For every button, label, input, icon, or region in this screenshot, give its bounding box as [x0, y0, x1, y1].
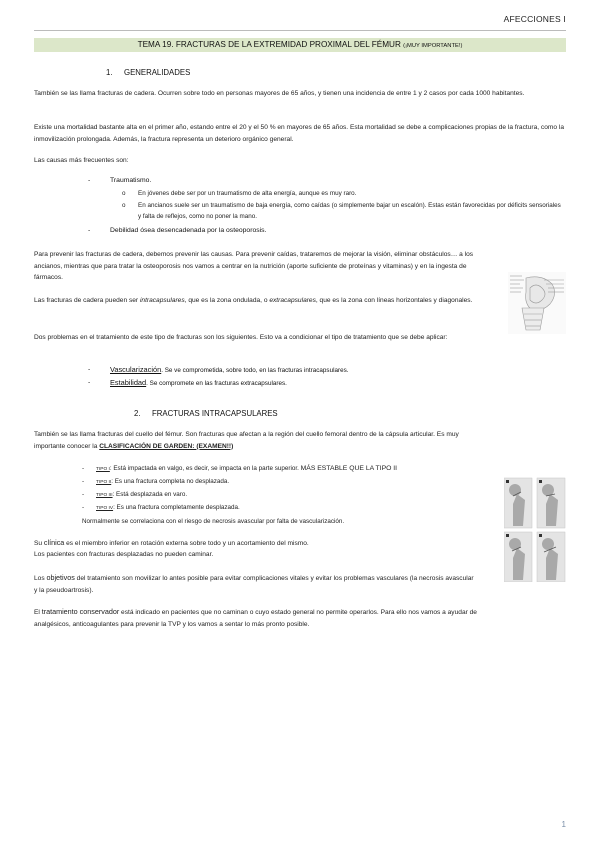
paragraph: Existe una mortalidad bastante alta en el primer año, estando entre el 20 y el 50 % en mayores de 65 años. Esta mortalidad se debe a complicaciones propias de la fractura, como la inmovilización prolongada. Además, la fractura representa un deterioro orgánico general. [34, 124, 565, 143]
paragraph: Los pacientes con fracturas desplazadas no pueden caminar. [34, 551, 214, 558]
paragraph: También se las llama fracturas del cuello del fémur. Son fracturas que afectan a la región del cuello femoral dentro de la cápsula articular. Es muy importante conocer la CLASIFICACIÓN DE GARDEN: (EXAMEN!!) [34, 431, 459, 450]
list-item: - Debilidad ósea desencadenada por la osteoporosis. [88, 227, 267, 234]
section-heading-intracapsulares: 2. FRACTURAS INTRACAPSULARES [134, 409, 278, 418]
paragraph: Los objetivos del tratamiento son movilizar lo antes posible para evitar complicaciones vitales y evitar los problemas vasculares (la necrosis avascular y la pseudoartrosis). [34, 573, 474, 594]
garden-type-ii: - TIPO II: Es una fractura completa no desplazada. [82, 478, 230, 485]
paragraph: Las fracturas de cadera pueden ser intracapsulares, que es la zona ondulada, o extracapsulares, que es la zona con líneas horizontales y diagonales. [34, 297, 473, 304]
header-divider [34, 30, 566, 31]
garden-type-i: - TIPO I: Está impactada en valgo, es decir, se impacta en la parte superior. MÁS ESTABLE QUE LA TIPO II [82, 465, 398, 472]
document-title-band [34, 38, 566, 52]
garden-type-iii: - TIPO III: Está desplazada en varo. [82, 491, 188, 498]
sub-list-item: o En ancianos suele ser un traumatismo de baja energía, como caídas (o simplemente bajar un escalón). Estas están favorecidas por déficits sensoriales y falta de reflejos, como no poner la mano. [122, 202, 561, 220]
running-header: AFECCIONES I [503, 14, 566, 24]
garden-types-note: Normalmente se correlaciona con el riesgo de necrosis avascular por falta de vascularización. [82, 518, 345, 525]
paragraph: El tratamiento conservador está indicado en pacientes que no caminan o cuyo estado general no permite operarlos. Para ello nos vamos a ayudar de analgésicos, anticoagulantes para prevenir la TVP y los vamos a sentar lo más pronto posible. [34, 607, 477, 628]
paragraph: Para prevenir las fracturas de cadera, debemos prevenir las causas. Para prevenir caídas, trataremos de mejorar la visión, eliminar obstáculos… a los ancianos, mientras que para tratar la osteoporosis nos vamos a centrar en la nutrición (aporte suficiente de proteínas y vitaminas) y en la ingesta de fármacos. [34, 251, 474, 281]
title-note: (¡MUY IMPORTANTE!) [403, 43, 463, 49]
paragraph: Su clínica es el miembro inferior en rotación externa sobre todo y un acortamiento del mismo. [34, 538, 309, 547]
garden-type-iv: - TIPO IV: Es una fractura completamente desplazada. [82, 504, 240, 511]
document-title: TEMA 19. FRACTURAS DE LA EXTREMIDAD PROXIMAL DEL FÉMUR [137, 40, 401, 49]
hip-capsule-figure [508, 272, 566, 334]
page-number: 1 [561, 820, 566, 829]
paragraph: También se las llama fracturas de cadera. Ocurren sobre todo en personas mayores de 65 años, y tienen una incidencia de entre 1 y 2 casos por cada 1000 habitantes. [34, 90, 525, 97]
paragraph: Las causas más frecuentes son: [34, 157, 129, 164]
list-item: - Traumatismo. [88, 177, 152, 184]
list-item: - Estabilidad. Se compromete en las fracturas extracapsulares. [88, 378, 287, 387]
paragraph: Dos problemas en el tratamiento de este tipo de fracturas son los siguientes. Esto va a condicionar el tipo de tratamiento que se debe aplicar: [34, 334, 448, 341]
list-item: - Vascularización. Se ve comprometida, sobre todo, en las fracturas intracapsulares. [88, 365, 349, 374]
garden-classification-figure [504, 476, 566, 582]
section-heading-generalidades: 1. GENERALIDADES [106, 68, 191, 77]
sub-list-item: o En jóvenes debe ser por un traumatismo de alta energía, aunque es muy raro. [122, 190, 357, 197]
